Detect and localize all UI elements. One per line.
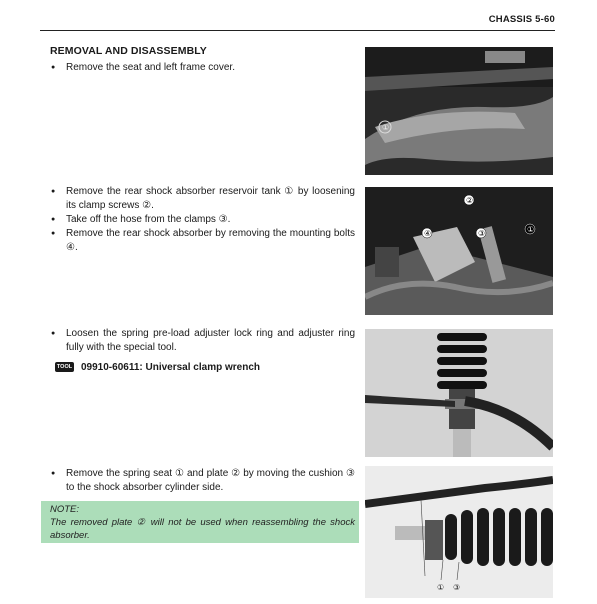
note xyxy=(50,503,355,542)
special-tool-line xyxy=(55,360,260,374)
step-2-bullet-1: ● Remove the rear shock absorber reservoir tank ① by loosening its clamp screws ②. xyxy=(50,185,355,213)
photo2-callout-3: ③ xyxy=(478,229,486,238)
photo-seat-frame-cover xyxy=(365,47,553,175)
photo2-callout-2: ② xyxy=(466,196,474,205)
tool-icon: TOOL xyxy=(56,364,73,370)
photo-spring-clamp-wrench xyxy=(365,329,553,457)
step-2-bullet-2: ● Take off the hose from the clamps ③. xyxy=(50,213,355,227)
photo4-callout-1: ① xyxy=(437,583,445,592)
step-3-bullet: ● Loosen the spring pre-load adjuster lock ring and adjuster ring fully with the special tool. xyxy=(50,327,355,355)
note-body: The removed plate ② will not be used when reassembling the shock absorber. xyxy=(50,517,355,541)
photo-reservoir-tank xyxy=(365,187,553,315)
header-rule xyxy=(40,30,555,31)
photo4-callout-3: ③ xyxy=(453,583,461,592)
step-4-bullet: ● Remove the spring seat ① and plate ② by moving the cushion ③ to the shock absorber cylinder side. xyxy=(50,467,355,495)
step-4 xyxy=(50,467,355,495)
step-2 xyxy=(50,185,355,255)
photo4-callout-2: ② xyxy=(417,493,425,502)
section-title: REMOVAL AND DISASSEMBLY xyxy=(50,45,207,57)
note-heading: NOTE: xyxy=(50,504,80,515)
page-header: CHASSIS 5-60 xyxy=(488,14,555,25)
special-tool-label: 09910-60611: Universal clamp wrench xyxy=(81,361,260,373)
photo1-callout-1: ① xyxy=(382,123,390,132)
step-1-bullet: ● Remove the seat and left frame cover. xyxy=(50,61,355,75)
photo2-callout-1: ① xyxy=(527,225,535,234)
step-1 xyxy=(50,61,355,75)
photo-spring-seat-removal xyxy=(365,466,553,598)
step-2-bullet-3: ● Remove the rear shock absorber by removing the mounting bolts ④. xyxy=(50,227,355,255)
photo2-callout-4: ④ xyxy=(424,229,432,238)
step-3 xyxy=(50,327,355,355)
